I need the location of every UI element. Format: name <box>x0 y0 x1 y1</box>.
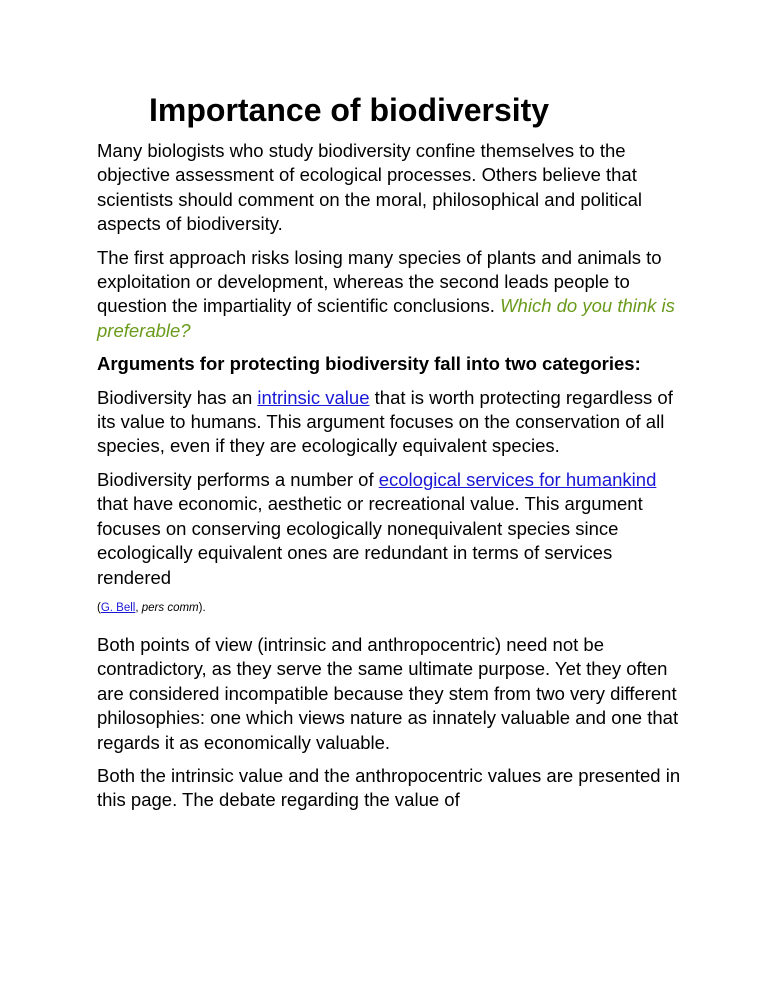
paragraph-debate: Both the intrinsic value and the anthropocentric values are presented in this page. The debate regarding the value of <box>97 764 681 811</box>
intrinsic-text-after: that is worth protecting regardless of its value to humans. This argument focuses on the conservation of all species, even if they are ecologically equivalent species. <box>97 386 673 457</box>
citation-separator: , <box>135 601 142 614</box>
citation-open: ( <box>97 601 101 614</box>
intrinsic-value-link[interactable]: intrinsic value <box>257 386 370 408</box>
services-text-after: that have economic, aesthetic or recreational value. This argument focuses on conserving ecologically nonequivalent species since ecologically equivalent ones are redundant in terms of services rendered <box>97 493 643 588</box>
approaches-text: The first approach risks losing many species of plants and animals to exploitation or development, whereas the second leads people to question the impartiality of scientific conclusions. <box>97 246 662 317</box>
ecological-services-link[interactable]: ecological services for humankind <box>378 468 657 490</box>
citation-author-link[interactable]: G. Bell <box>100 601 136 614</box>
paragraph-points-of-view: Both points of view (intrinsic and anthropocentric) need not be contradictory, as they serve the same ultimate purpose. Yet they often are considered incompatible because they stem from two very different philosophies: one which views nature as innately valuable and one that regards it as economically valuable. <box>97 633 679 753</box>
section-heading: Arguments for protecting biodiversity fall into two categories: <box>97 353 641 375</box>
citation <box>97 599 687 617</box>
paragraph-intro: Many biologists who study biodiversity confine themselves to the objective assessment of ecological processes. Others believe that scientists should comment on the moral, philosophical and political aspects of biodiversity. <box>97 140 643 235</box>
page-title: Importance of biodiversity <box>149 92 550 128</box>
document-page <box>97 88 687 822</box>
intrinsic-text-before: Biodiversity has an <box>97 386 258 408</box>
paragraph-intrinsic <box>97 386 687 459</box>
question-text: Which do you think is preferable? <box>97 295 675 341</box>
paragraph-services <box>97 468 687 590</box>
citation-note: pers comm <box>141 601 199 614</box>
paragraph-approaches <box>97 246 687 344</box>
services-text-before: Biodiversity performs a number of <box>97 468 379 490</box>
citation-close: ). <box>198 601 206 614</box>
